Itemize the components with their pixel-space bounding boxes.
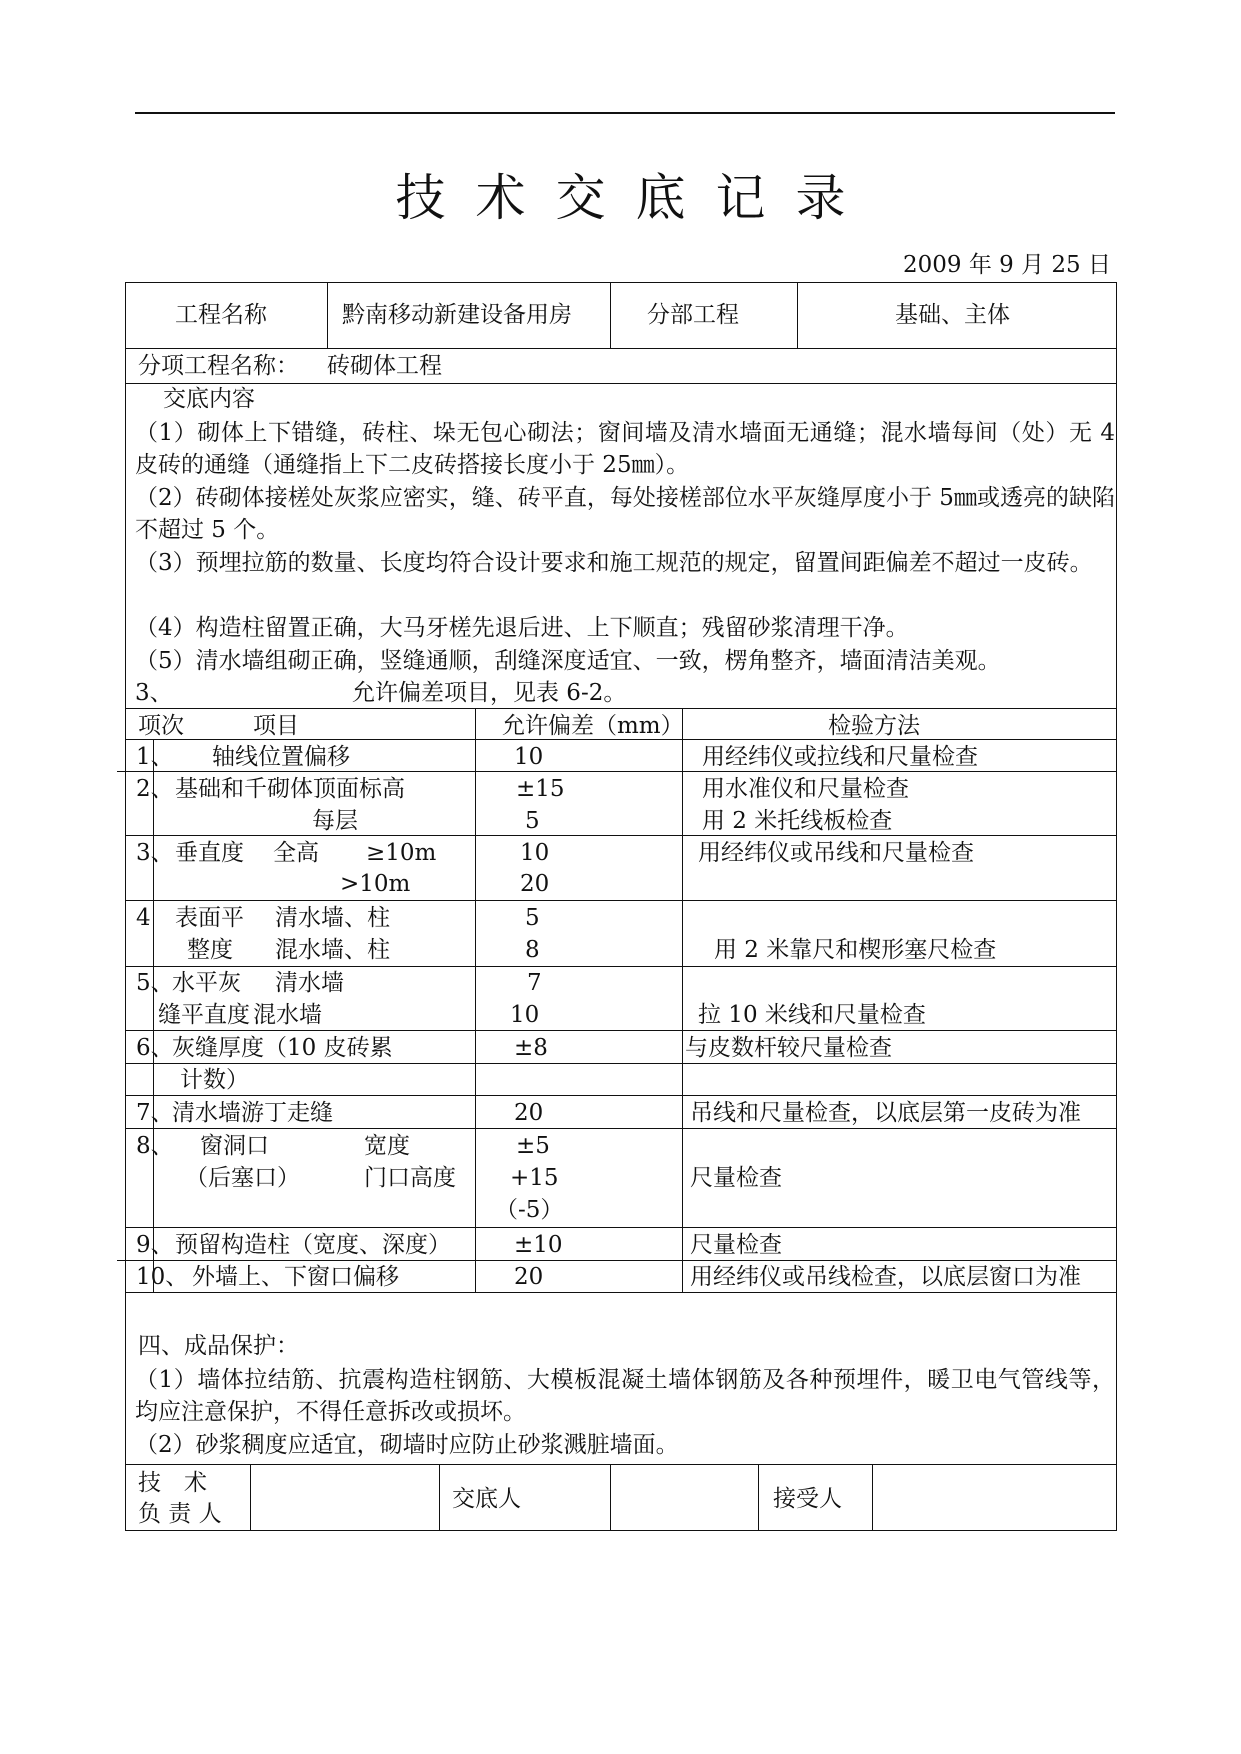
col-header-tolerance: 允许偏差（mm） [502,713,684,739]
row-tolerance: 10 [520,840,550,866]
row-method: 用 2 米靠尺和楔形塞尺检查 [714,937,997,963]
content-item: （1）砌体上下错缝，砖柱、垛无包心砌法；窗间墙及清水墙面无通缝；混水墙每间（处）无 4 皮砖的通缝（通缝指上下二皮砖搭接长度小于 25㎜）。 [135,420,1115,478]
row-tolerance: 10 [514,744,544,770]
row-item: 预留构造柱（宽度、深度） [175,1232,451,1258]
row-tolerance: 20 [520,871,550,897]
row-method: 用经纬仪或吊线检查，以底层窗口为准 [690,1264,1081,1290]
row-tolerance: 20 [514,1100,544,1126]
row-method: 尺量检查 [690,1165,782,1191]
subitem-value: 砖砌体工程 [327,353,442,379]
row-item: 窗洞口 [200,1133,269,1159]
document-date: 2009 年 9 月 25 日 [903,252,1111,278]
row-tolerance: （-5） [495,1197,564,1223]
row-number: 6、 [136,1035,174,1061]
top-rule [135,112,1115,114]
row-subitem: 门口高度 [364,1165,456,1191]
rule [797,282,798,348]
row-tolerance: +15 [510,1165,559,1191]
row-item: 每层 [312,808,358,834]
row-tolerance: ±5 [516,1133,550,1159]
rule [872,1464,873,1531]
row-subitem: 清水墙 [275,970,344,996]
row-subitem: 宽度 [364,1133,410,1159]
protection-item: （1）墙体拉结筋、抗震构造柱钢筋、大模板混凝土墙体钢筋及各种预埋件，暖卫电气管线等，均应注意保护，不得任意拆改或损坏。 [135,1367,1115,1425]
row-number: 5、 [136,970,174,996]
rule [125,1063,1117,1064]
row-method: 拉 10 米线和尺量检查 [698,1002,926,1028]
row-item: 灰缝厚度（10 皮砖累 [172,1035,393,1061]
row-subitem: 混水墙 [253,1002,322,1028]
rule [125,1030,1117,1031]
receiver-label: 接受人 [773,1486,842,1512]
content-item: （4）构造柱留置正确，大马牙槎先退后进、上下顺直；残留砂浆清理干净。 [135,615,909,641]
rule [125,966,1117,967]
rule [125,1464,1117,1465]
row-method: 用经纬仪或拉线和尺量检查 [702,744,978,770]
division-label: 分部工程 [647,302,739,328]
row-number: 1、 [136,744,174,770]
row-tolerance: 5 [525,905,540,931]
rule [125,900,1117,901]
content-item: （3）预埋拉筋的数量、长度均符合设计要求和施工规范的规定，留置间距偏差不超过一皮砖。 [135,550,1093,576]
row-tolerance: ±10 [514,1232,563,1258]
rule [153,739,154,1292]
rule [125,1292,1117,1293]
row-tolerance: 20 [514,1264,544,1290]
row-tolerance: 7 [527,970,542,996]
row-item: 外墙上、下窗口偏移 [192,1264,399,1290]
rule [758,1464,759,1531]
rule [117,1260,1117,1261]
row-number: 10、 [136,1264,189,1290]
row-method: 用水准仪和尺量检查 [702,776,909,802]
rule [125,1095,1117,1096]
row-item: 垂直度 [175,840,244,866]
row-subitem: 清水墙、柱 [275,905,390,931]
content-item: （2）砖砌体接槎处灰浆应密实，缝、砖平直，每处接槎部位水平灰缝厚度小于 5㎜或透亮的缺陷不超过 5 个。 [135,485,1115,543]
row-number: 3、 [136,840,174,866]
rule [439,1464,440,1531]
content-item: （5）清水墙组砌正确，竖缝通顺，刮缝深度适宜、一致，楞角整齐，墙面清洁美观。 [135,648,1001,674]
row-method: 与皮数杆较尺量检查 [685,1035,892,1061]
row-item: 水平灰 [172,970,241,996]
presenter-label: 交底人 [452,1486,521,1512]
project-name: 黔南移动新建设备用房 [342,302,572,328]
rule [610,1464,611,1531]
rule [125,1128,1117,1129]
row-method: 吊线和尺量检查，以底层第一皮砖为准 [690,1100,1081,1126]
row-number: 2、 [136,776,174,802]
row-condition: >10m [340,871,411,897]
rule [125,383,1117,384]
col-header-method: 检验方法 [828,713,920,739]
protection-heading: 四、成品保护： [138,1333,299,1359]
rule [125,835,1117,836]
protection-item: （2）砂浆稠度应适宜，砌墙时应防止砂浆溅脏墙面。 [135,1432,679,1458]
row-number: 9、 [136,1232,174,1258]
row-tolerance: 5 [525,808,540,834]
row-item: 计数） [180,1067,249,1093]
tech-lead-label: 技 术 [138,1470,207,1496]
document-title: 技术交底记录 [395,169,876,227]
rule [327,282,328,348]
row-tolerance: 8 [525,937,540,963]
row-tolerance: 10 [510,1002,540,1028]
rule [125,708,1117,709]
row-tolerance: ±8 [514,1035,548,1061]
row-item: 缝平直度 [158,1002,250,1028]
row-number: 7、 [136,1100,174,1126]
rule [475,708,476,1292]
row-method: 尺量检查 [690,1232,782,1258]
project-name-label: 工程名称 [175,302,267,328]
row-number: 8、 [136,1133,174,1159]
row-item: 基础和千砌体顶面标高 [175,776,405,802]
allowance-number: 3、 [135,680,173,706]
row-item: 整度 [187,937,233,963]
row-condition: ≥10m [366,840,437,866]
row-item: 轴线位置偏移 [212,744,350,770]
division-value: 基础、主体 [895,302,1010,328]
rule [125,1227,1117,1228]
rule [610,282,611,348]
row-method: 用经纬仪或吊线和尺量检查 [698,840,974,866]
rule [125,348,1117,349]
row-item: 清水墙游丁走缝 [172,1100,333,1126]
rule [250,1464,251,1531]
col-header-item: 项次 项目 [138,713,299,739]
content-heading: 交底内容 [163,386,255,412]
tech-lead-label: 负 责 人 [138,1501,222,1527]
allowance-text: 允许偏差项目，见表 6-2。 [352,680,627,706]
row-subitem: 混水墙、柱 [275,937,390,963]
row-tolerance: ±15 [516,776,565,802]
row-item: （后塞口） [185,1165,300,1191]
row-number: 4 [136,905,151,931]
row-subitem: 全高 [273,840,319,866]
row-method: 用 2 米托线板检查 [702,808,893,834]
subitem-label: 分项工程名称： [138,353,299,379]
rule [682,708,683,1292]
row-item: 表面平 [175,905,244,931]
